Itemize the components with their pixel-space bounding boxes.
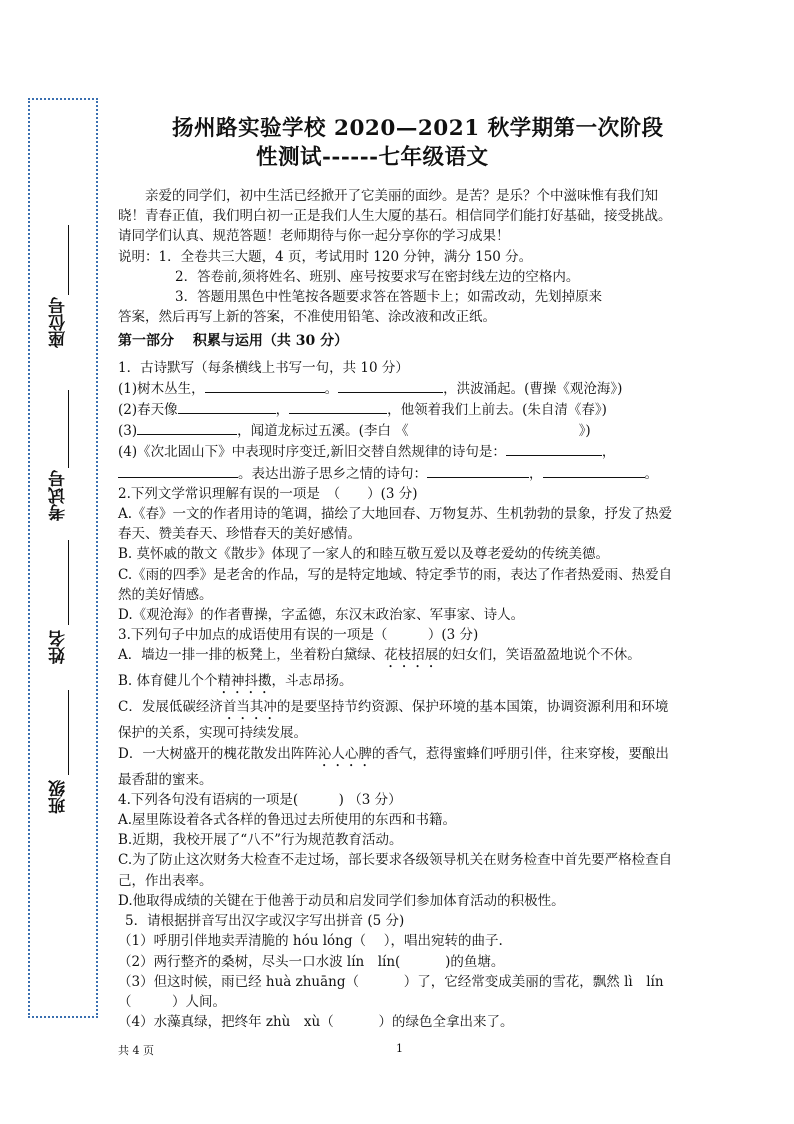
page-count: 共 4 页 (118, 1044, 154, 1057)
name-label: 姓名 (49, 630, 69, 664)
answer-blank[interactable] (289, 399, 387, 414)
answer-blank[interactable] (543, 463, 645, 478)
class-label: 班级 (49, 780, 69, 814)
exam-number-label: 考试号 (49, 470, 69, 521)
section-heading: 第一部分 积累与运用（共 30 分） (118, 333, 349, 350)
q4-option-a: A.屋里陈设着各式各样的鲁迅过去所使用的东西和书籍。 (118, 812, 457, 829)
answer-blank[interactable] (118, 463, 238, 478)
binding-margin (28, 98, 98, 1018)
title-line-2: 性测试------七年级语文 (256, 145, 489, 170)
note-1: 说明：1．全卷共三大题，4 页，考试用时 120 分钟，满分 150 分。 (118, 248, 533, 265)
page-title (110, 114, 710, 172)
q5-heading: 5．请根据拼音写出汉字或汉字写出拼音 (5 分) (125, 913, 405, 930)
class-field (46, 780, 78, 814)
q4-option-b: B.近期，我校开展了“八不”行为规范教育活动。 (118, 832, 403, 849)
exam-number-line[interactable] (68, 390, 69, 468)
q4-heading: 4.下列各句没有语病的一项是( ) （3 分） (118, 791, 402, 808)
q1-line-4: (4)《次北固山下》中表现时序变迁,新旧交替自然规律的诗句是： ， (118, 441, 678, 462)
q4-option-c: C.为了防止这次财务大检查不走过场，部长要求各级领导机关在财务检查中首先要严格检查自己，作出表率。 (118, 852, 673, 889)
q2-option-a: A.《春》一文的作者用诗的笔调，描绘了大地回春、万物复苏、生机勃勃的景象，抒发了热爱春天、赞美春天、珍惜春天的美好感情。 (118, 506, 673, 543)
class-line[interactable] (68, 690, 69, 775)
page-number: 1 (396, 1042, 403, 1055)
q5-line-3: （3）但这时候，雨已经 huà zhuāng（ ）了，它经常变成美丽的雪花，飘然 lì lín（ ）人间。 (118, 973, 664, 1010)
exam-number-field (46, 470, 78, 521)
q3-option-a: A．墙边一排一排的板凳上，坐着粉白黛绿、花枝招展的妇女们，笑语盈盈地说个不休。 (118, 647, 641, 664)
q2-option-b: B. 莫怀戚的散文《散步》体现了一家人的和睦互敬互爱以及尊老爱幼的传统美德。 (118, 546, 610, 563)
q2-option-c: C.《雨的四季》是老舍的作品，写的是特定地域、特定季节的雨，表达了作者热爱雨、热爱自然的美好情感。 (118, 566, 673, 603)
seat-number-field (46, 297, 78, 348)
answer-blank[interactable] (178, 399, 276, 414)
q1-line-1: (1)树木丛生， 。 ，洪波涌起。(曹操《观沧海》) (118, 378, 678, 399)
q5-line-4: （4）水藻真绿，把终年 zhù xù（ ）的绿色全拿出来了。 (118, 1014, 514, 1031)
answer-blank[interactable] (137, 420, 237, 435)
q2-heading: 2.下列文学常识理解有误的一项是 （ ）(3 分) (118, 485, 418, 502)
intro-paragraph: 亲爱的同学们，初中生活已经掀开了它美丽的面纱。是苦？是乐？个中滋味惟有我们知晓！青春正值，我们明白初一正是我们人生大厦的基石。相信同学们能打好基础，接受挑战。请同学们认真、规范答题！老师期待与你一起分享你的学习成果！ (118, 188, 672, 245)
answer-blank[interactable] (506, 441, 602, 456)
seat-number-line[interactable] (68, 225, 69, 295)
q1-line-5: 。表达出游子思乡之情的诗句： ， 。 (118, 463, 678, 484)
q4-option-d: D.他取得成绩的关键在于他善于动员和启发同学们参加体育活动的积极性。 (118, 892, 565, 909)
q5-line-2: （2）两行整齐的桑树，尽头一口水波 lín lín( )的鱼塘。 (118, 953, 505, 970)
q1-line-3: (3) ，闻道龙标过五溪。(李白 《 》) (118, 420, 678, 441)
answer-blank[interactable] (338, 378, 443, 393)
title-line-1: 扬州路实验学校 2020—2021 秋学期第一次阶段 (172, 116, 664, 141)
q5-line-1: （1）呼朋引伴地卖弄清脆的 hóu lóng（ ），唱出宛转的曲子. (118, 933, 503, 950)
q1-heading: 1．古诗默写（每条横线上书写一句，共 10 分） (118, 359, 409, 376)
name-field (46, 630, 78, 664)
note-2: 2．答卷前,须将姓名、班别、座号按要求写在密封线左边的空格内。 (175, 268, 580, 285)
answer-blank[interactable] (205, 378, 325, 393)
answer-blank[interactable] (427, 463, 529, 478)
q3-option-d: D．一大树盛开的槐花散发出阵阵沁人心脾的香气，惹得蜜蜂们呼朋引伴，往来穿梭，要酿出最香甜的蜜来。 (118, 745, 669, 788)
q2-option-d: D.《观沧海》的作者曹操，字孟德，东汉末政治家、军事家、诗人。 (118, 607, 525, 624)
seat-number-label: 座位号 (49, 297, 69, 348)
note-3b: 答案，然后再写上新的答案，不准使用铅笔、涂改液和改正纸。 (118, 309, 496, 326)
q3-heading: 3.下列句子中加点的成语使用有误的一项是（ ）(3 分) (118, 627, 479, 644)
exam-content (118, 186, 678, 1032)
q3-option-c: C．发展低碳经济首当其冲的是要坚持节约资源、保护环境的基本国策，协调资源利用和环境保护的关系，实现可持续发展。 (118, 699, 669, 742)
name-line[interactable] (68, 540, 69, 625)
note-3a: 3．答题用黑色中性笔按各题要求答在答题卡上；如需改动，先划掉原来 (175, 289, 603, 306)
q1-line-2: (2)春天像 ， ，他领着我们上前去。(朱自清《春》) (118, 399, 678, 420)
q3-option-b: B. 体育健儿个个精神抖擞，斗志昂扬。 (118, 673, 353, 690)
